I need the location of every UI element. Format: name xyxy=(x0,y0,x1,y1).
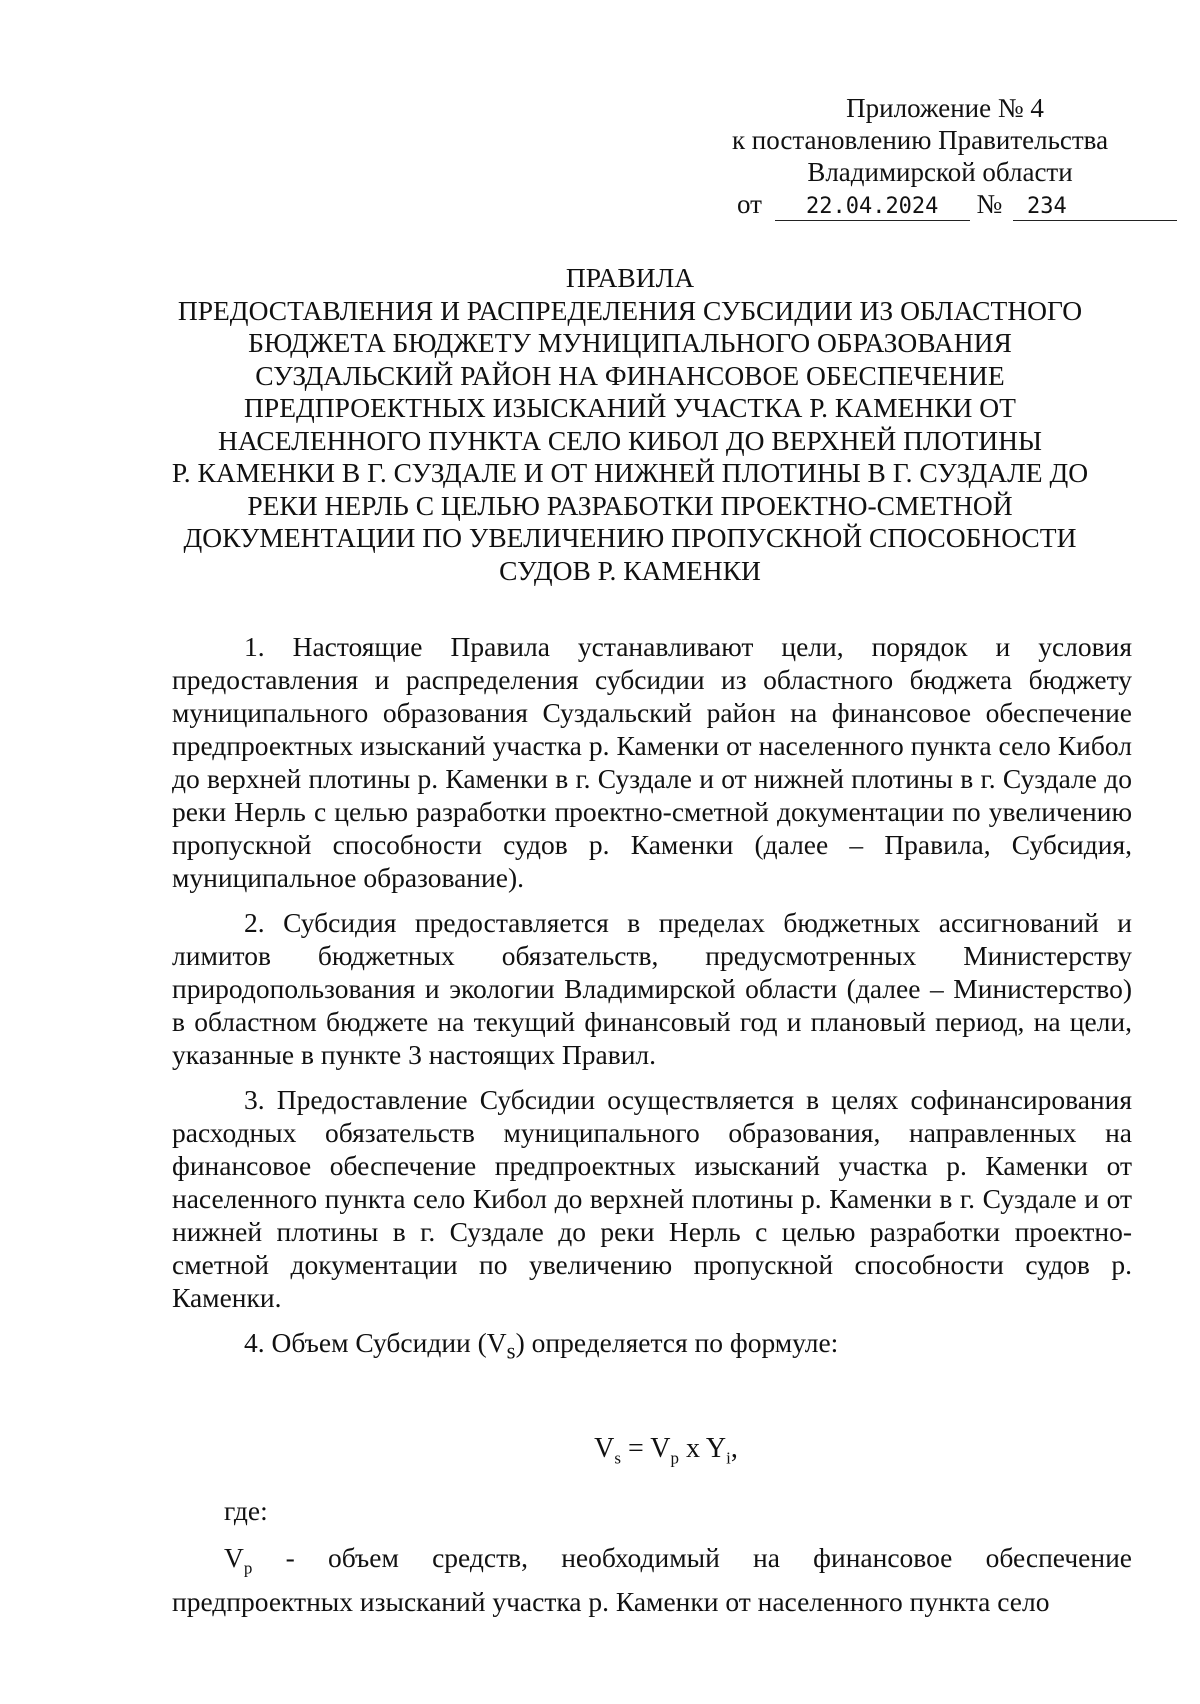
number-prefix: № xyxy=(976,189,1003,219)
formula-lhs-subscript: s xyxy=(614,1448,621,1468)
formula-p-subscript: p xyxy=(670,1448,679,1468)
title-line: СУЗДАЛЬСКИЙ РАЙОН НА ФИНАНСОВОЕ ОБЕСПЕЧЕНИЕ xyxy=(255,359,1005,391)
document-title xyxy=(160,262,1100,587)
formula-lhs: V xyxy=(594,1432,615,1464)
vp-symbol: V xyxy=(224,1542,244,1574)
document-body xyxy=(172,630,1132,1618)
title-line: ПРАВИЛА xyxy=(565,262,695,293)
vp-definition xyxy=(172,1541,1132,1618)
appendix-number: Приложение № 4 xyxy=(846,93,1044,123)
title-line: НАСЕЛЕННОГО ПУНКТА СЕЛО КИБОЛ ДО ВЕРХНЕЙ ПЛОТИНЫ xyxy=(218,424,1042,456)
subsidy-formula xyxy=(172,1432,1132,1475)
appendix-reference: к постановлению Правительства xyxy=(731,125,1109,155)
title-line: ПРЕДОСТАВЛЕНИЯ И РАСПРЕДЕЛЕНИЯ СУБСИДИИ ИЗ ОБЛАСТНОГО xyxy=(177,294,1083,326)
paragraph-4-text-start: 4. Объем Субсидии (V xyxy=(244,1327,507,1358)
subscript-s: s xyxy=(506,1338,516,1364)
title-line: ДОКУМЕНТАЦИИ ПО УВЕЛИЧЕНИЮ ПРОПУСКНОЙ СПОСОБНОСТИ xyxy=(183,522,1077,553)
formula-equals: = V xyxy=(620,1432,671,1464)
title-line: Р. КАМЕНКИ В Г. СУЗДАЛЕ И ОТ НИЖНЕЙ ПЛОТИНЫ В Г. СУЗДАЛЕ ДО xyxy=(171,457,1089,488)
title-line: СУДОВ Р. КАМЕНКИ xyxy=(499,554,761,586)
vp-definition-text: - объем средств, необходимый на финансовое обеспечение предпроектных изысканий участка р. Каменки от населенного пункта село xyxy=(172,1542,1132,1617)
appendix-date-line xyxy=(700,188,1140,221)
title-line: БЮДЖЕТА БЮДЖЕТУ МУНИЦИПАЛЬНОГО ОБРАЗОВАНИЯ xyxy=(248,327,1012,358)
title-line: ПРЕДПРОЕКТНЫХ ИЗЫСКАНИЙ УЧАСТКА Р. КАМЕНКИ ОТ xyxy=(244,392,1016,423)
resolution-date: 22.04.2024 xyxy=(775,194,970,221)
title-line: РЕКИ НЕРЛЬ С ЦЕЛЬЮ РАЗРАБОТКИ ПРОЕКТНО-СМЕТНОЙ xyxy=(247,489,1013,521)
date-prefix: от xyxy=(737,189,762,219)
paragraph-1: 1. Настоящие Правила устанавливают цели, порядок и условия предоставления и распределения субсидии из областного бюджета бюджету муниципального образования Суздальский район на финансовое обеспечение предпроектных изысканий участка р. Каменки от населенного пункта село Кибол до верхней плотины р. Каменки в г. Суздале и от нижней плотины в г. Суздале до реки Нерль с целью разработки проектно-сметной документации по увеличению пропускной способности судов р. Каменки (далее – Правила, Субсидия, муниципальное образование). xyxy=(172,631,1132,893)
formula-multiply: x Y xyxy=(678,1432,727,1464)
vp-symbol-subscript: p xyxy=(243,1558,253,1578)
appendix-region: Владимирской области xyxy=(807,157,1073,187)
resolution-number: 234 xyxy=(1013,194,1177,221)
paragraph-4-text-end: ) определяется по формуле: xyxy=(515,1327,839,1358)
formula-i-subscript: i xyxy=(726,1448,731,1468)
where-label: где: xyxy=(224,1495,268,1527)
paragraph-3: 3. Предоставление Субсидии осуществляется в целях софинансирования расходных обязательств муниципального образования, направленных на финансовое обеспечение предпроектных изысканий участка р. Каменки от населенного пункта село Кибол до верхней плотины р. Каменки в г. Суздале и от нижней плотины в г. Суздале до реки Нерль с целью разработки проектно-сметной документации по увеличению пропускной способности судов р. Каменки. xyxy=(172,1084,1132,1313)
formula-tail: , xyxy=(730,1432,738,1464)
paragraph-4 xyxy=(172,1326,1132,1368)
appendix-header xyxy=(700,92,1140,221)
paragraph-2: 2. Субсидия предоставляется в пределах бюджетных ассигнований и лимитов бюджетных обязательств, предусмотренных Министерству природопользования и экологии Владимирской области (далее – Министерство) в областном бюджете на текущий финансовый год и плановый период, на цели, указанные в пункте 3 настоящих Правил. xyxy=(172,907,1132,1070)
